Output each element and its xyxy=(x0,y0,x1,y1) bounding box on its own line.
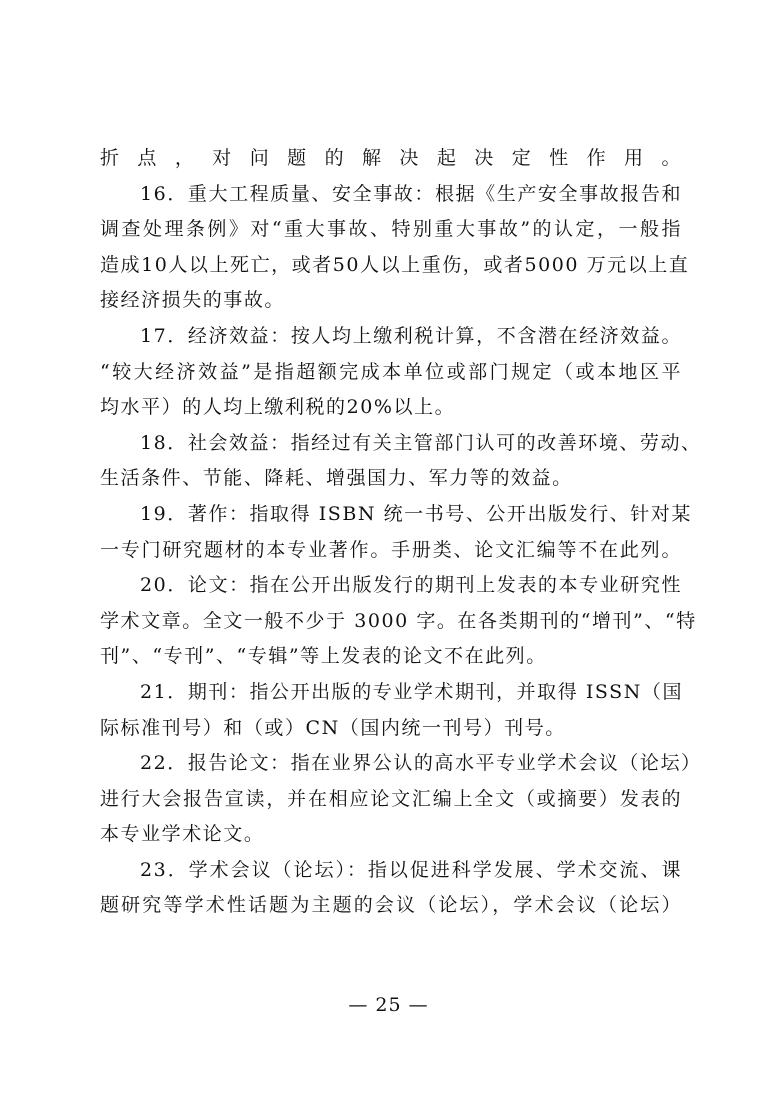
paragraph-16-start: 16．重大工程质量、安全事故：根据《生产安全事故报告和 xyxy=(140,182,682,205)
text-line: 进行大会报告宣读，并在相应论文汇编上全文（或摘要）发表的 xyxy=(100,787,682,810)
text-line: 学术文章。全文一般不少于 3000 字。在各类期刊的“增刊”、“特 xyxy=(100,609,697,632)
paragraph-20-start: 20．论文：指在公开出版发行的期刊上发表的本专业研究性 xyxy=(140,574,682,597)
text-line: 题研究等学术性话题为主题的会议（论坛），学术会议（论坛） xyxy=(100,894,682,917)
text-line: 接经济损失的事故。 xyxy=(100,289,285,312)
paragraph-17-start: 17．经济效益：按人均上缴利税计算，不含潜在经济效益。 xyxy=(140,324,682,347)
paragraph-22-start: 22．报告论文：指在业界公认的高水平专业学术会议（论坛） xyxy=(140,752,702,775)
text-line: 调查处理条例》对“重大事故、特别重大事故”的认定，一般指 xyxy=(100,218,682,241)
paragraph-19-start: 19．著作：指取得 ISBN 统一书号、公开出版发行、针对某 xyxy=(140,502,692,525)
text-line: 折点，对问题的解决起决定性作用。 xyxy=(100,147,682,169)
text-line: 际标准刊号）和（或）CN（国内统一刊号）刊号。 xyxy=(100,716,566,739)
text-line: 造成10人以上死亡，或者50人以上重伤，或者5000 万元以上直 xyxy=(100,253,690,276)
text-line: 刊”、“专刊”、“专辑”等上发表的论文不在此列。 xyxy=(100,645,547,668)
text-line: 生活条件、节能、降耗、增强国力、军力等的效益。 xyxy=(100,467,573,490)
paragraph-18-start: 18．社会效益：指经过有关主管部门认可的改善环境、劳动、 xyxy=(140,431,702,454)
text-line: “较大经济效益”是指超额完成本单位或部门规定（或本地区平 xyxy=(100,360,682,383)
text-line: 一专门研究题材的本专业著作。手册类、论文汇编等不在此列。 xyxy=(100,538,682,561)
text-line: 均水平）的人均上缴利税的20%以上。 xyxy=(100,396,456,419)
paragraph-23-start: 23．学术会议（论坛）：指以促进科学发展、学术交流、课 xyxy=(140,858,682,881)
paragraph-21-start: 21．期刊：指公开出版的专业学术期刊，并取得 ISSN（国 xyxy=(140,680,683,703)
text-line: 本专业学术论文。 xyxy=(100,823,265,846)
page-number: — 25 — xyxy=(348,994,429,1016)
document-body xyxy=(100,141,702,924)
